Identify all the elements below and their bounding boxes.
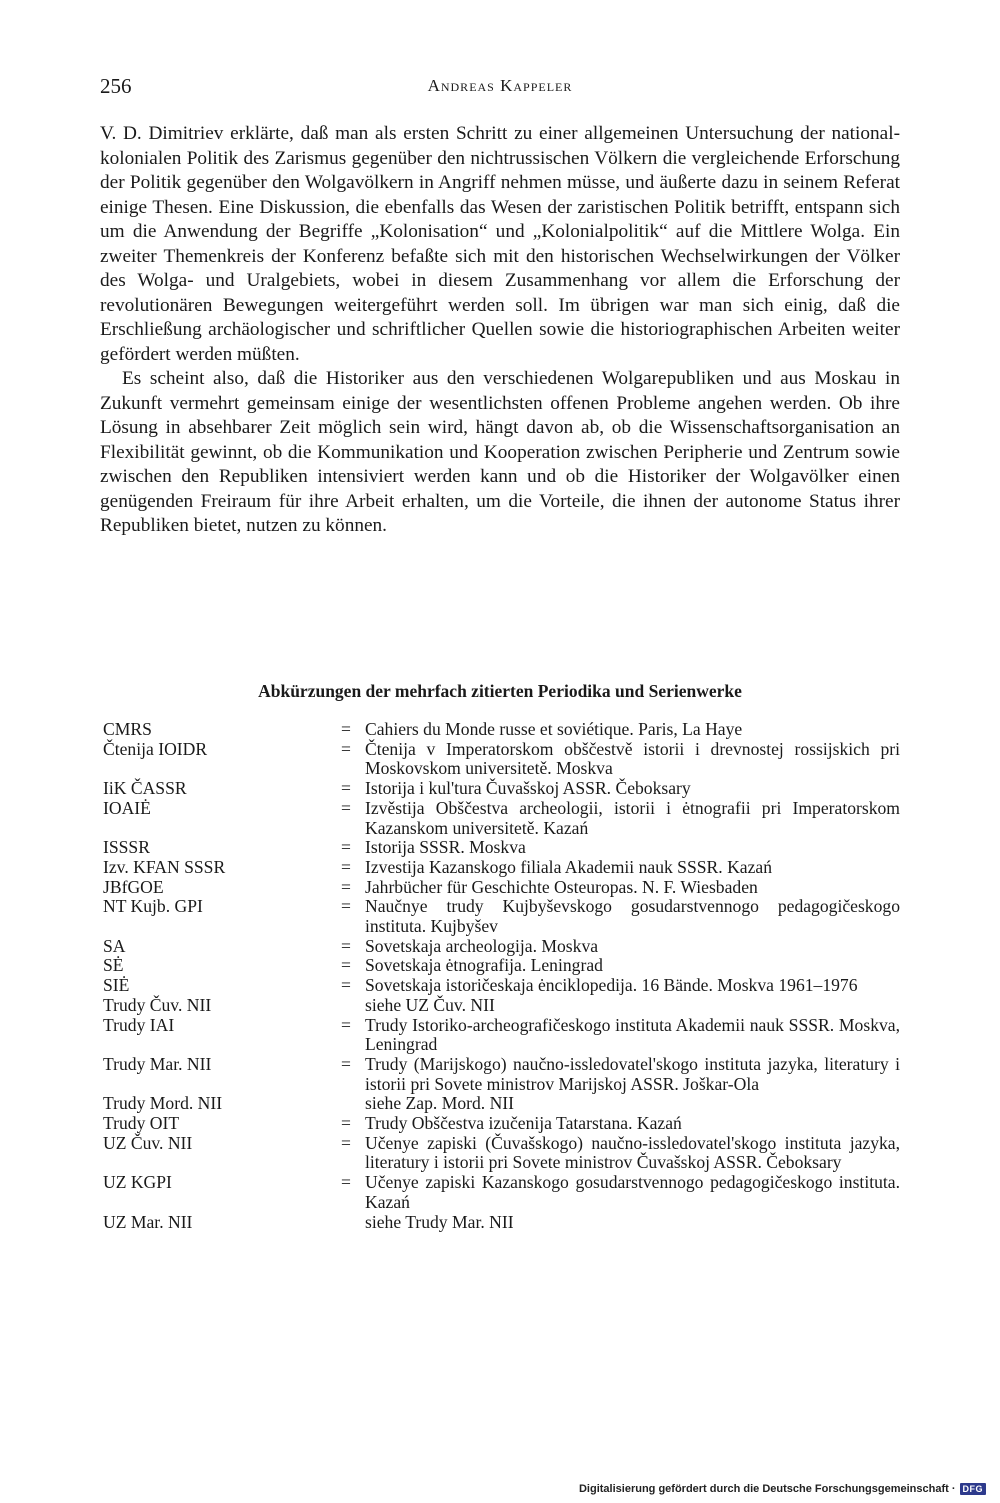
abbreviation-row	[100, 1094, 900, 1114]
body-paragraph-1: V. D. Dimitriev erklärte, daß man als ersten Schritt zu einer allgemeinen Untersuchung der national-kolonialen Politik des Zarismus gegenüber den nichtrussischen Völkern die vergleichende Erforschung der Politik gegenüber den Wolgavölkern in Angriff nehmen müsse, und äußerte dazu in seinem Referat einige Thesen. Eine Diskussion, die ebenfalls das Wesen der zaristischen Politik betrifft, entspann sich um die Anwendung der Begriffe „Kolonisation“ und „Kolonialpolitik“ auf die Mittlere Wolga. Ein zweiter Themenkreis der Konferenz befaßte sich mit den historischen Wechselwirkungen der Völker des Wolga- und Uralgebiets, wobei in diesem Zusammenhang vor allem die Erforschung der revolutionären Bewegungen weitergeführt werden soll. Im übrigen war man sich einig, daß die Erschließung archäologischer und schriftlicher Quellen sowie die historiographischen Arbeiten weiter gefördert werden müßten.	[100, 123, 900, 365]
abbreviation-term: UZ KGPI	[103, 1172, 172, 1193]
abbreviation-expansion: siehe UZ Čuv. NII	[365, 994, 495, 1015]
abbreviation-expansion: Trudy Istoriko-archeografičeskogo instituta Akademii nauk SSSR. Moskva, Leningrad	[365, 1014, 900, 1055]
abbreviation-row	[100, 1134, 900, 1173]
abbreviation-row	[100, 720, 900, 740]
abbreviation-term: SĖ	[103, 955, 124, 976]
abbreviation-term: IiK ČASSR	[103, 778, 187, 799]
abbreviation-term: UZ Mar. NII	[103, 1211, 193, 1232]
dfg-logo-icon: DFG	[960, 1483, 987, 1495]
abbreviation-separator: =	[341, 797, 351, 818]
abbreviation-term: UZ Čuv. NII	[103, 1132, 193, 1153]
abbreviation-separator: =	[341, 1172, 351, 1193]
abbreviation-expansion: Istorija SSSR. Moskva	[365, 837, 526, 858]
abbreviation-term: Trudy Čuv. NII	[103, 994, 212, 1015]
abbreviation-row	[100, 799, 900, 838]
abbreviation-row	[100, 976, 900, 996]
abbreviation-term: SIĖ	[103, 975, 130, 996]
abbreviation-row	[100, 897, 900, 936]
abbreviation-row	[100, 956, 900, 976]
abbreviation-row	[100, 1173, 900, 1212]
abbreviation-separator	[341, 1213, 365, 1233]
body-text	[100, 122, 900, 539]
abbreviation-row	[100, 1213, 900, 1233]
abbreviation-row	[100, 878, 900, 898]
abbreviation-row	[100, 937, 900, 957]
abbreviation-term: SA	[103, 935, 126, 956]
abbreviation-expansion: siehe Zap. Mord. NII	[365, 1093, 515, 1114]
abbreviation-term: Trudy OIT	[103, 1113, 180, 1134]
abbreviation-separator: =	[341, 975, 351, 996]
abbreviation-term: IOAIĖ	[103, 797, 151, 818]
abbreviation-separator: =	[341, 837, 351, 858]
abbreviation-separator: =	[341, 1053, 351, 1074]
abbreviation-separator: =	[341, 1132, 351, 1153]
abbreviation-expansion: Izvestija Kazanskogo filiala Akademii nauk SSSR. Kazań	[365, 856, 773, 877]
abbreviation-separator: =	[341, 876, 351, 897]
abbreviation-term: Čtenija IOIDR	[103, 738, 208, 759]
page-number: 256	[100, 74, 132, 98]
abbreviation-row	[100, 779, 900, 799]
abbreviation-term: Trudy IAI	[103, 1014, 175, 1035]
abbreviation-separator: =	[341, 1113, 351, 1134]
abbreviation-expansion: Sovetskaja ėtnografija. Leningrad	[365, 955, 603, 976]
abbreviations-list	[100, 720, 900, 1232]
abbreviation-expansion: Izvěstija Obščestva archeologii, istorii i ėtnografii pri Imperatorskom Kazanskom universitetě. Kazań	[365, 797, 900, 838]
abbreviation-row	[100, 838, 900, 858]
abbreviation-separator	[341, 996, 365, 1016]
abbreviation-row	[100, 1016, 900, 1055]
abbreviation-expansion: Sovetskaja archeologija. Moskva	[365, 935, 599, 956]
abbreviation-separator: =	[341, 738, 351, 759]
abbreviation-separator: =	[341, 778, 351, 799]
abbreviation-separator	[341, 1094, 365, 1114]
abbreviation-separator: =	[341, 856, 351, 877]
abbreviation-term: Trudy Mar. NII	[103, 1053, 212, 1074]
abbreviation-expansion: siehe Trudy Mar. NII	[365, 1211, 514, 1232]
footer-note	[579, 1483, 986, 1495]
abbreviation-separator: =	[341, 1014, 351, 1035]
abbreviation-row	[100, 740, 900, 779]
abbreviation-separator: =	[341, 896, 351, 917]
funding-note: Digitalisierung gefördert durch die Deutsche Forschungsgemeinschaft ·	[578, 1483, 956, 1495]
abbreviation-expansion: Čtenija v Imperatorskom obščestvě istorii i drevnostej rossijskich pri Moskovskom universitetě. Moskva	[365, 738, 900, 779]
abbreviation-expansion: Naučnye trudy Kujbyševskogo gosudarstvennogo pedagogičeskogo instituta. Kujbyšev	[365, 896, 900, 937]
abbreviation-row	[100, 996, 900, 1016]
abbreviation-expansion: Učenye zapiski Kazanskogo gosudarstvennogo pedagogičeskogo instituta. Kazań	[365, 1172, 900, 1212]
abbreviation-separator: =	[341, 935, 351, 956]
body-paragraph-2: Es scheint also, daß die Historiker aus den verschiedenen Wolgarepubliken und aus Moskau in Zukunft vermehrt gemeinsam einige der wesentlichsten offenen Probleme angehen werden. Ob ihre Lösung in absehbarer Zeit möglich sein wird, hängt davon ab, ob die Wissenschaftsorganisation an Flexibilität gewinnt, ob die Kommunikation und Kooperation zwischen Peripherie und Zentrum sowie zwischen den Republiken intensiviert werden kann und ob die Historiker der Wolgavölker einen genügenden Freiraum für ihre Arbeit erhalten, um die Vorteile, die ihnen der autonome Status ihrer Republiken bietet, nutzen zu können.	[100, 368, 900, 536]
abbreviation-expansion: Trudy Obščestva izučenija Tatarstana. Kazań	[365, 1113, 682, 1134]
abbreviation-expansion: Istorija i kul'tura Čuvašskoj ASSR. Čeboksary	[365, 778, 691, 799]
abbreviations-title: Abkürzungen der mehrfach zitierten Periodika und Serienwerke	[258, 681, 742, 701]
abbreviation-expansion: Učenye zapiski (Čuvašskogo) naučno-issledovatel'skogo instituta jazyka, literatury i istorii pri Sovete ministrov Čuvašskoj ASSR. Čeboksary	[365, 1132, 900, 1173]
abbreviation-expansion: Sovetskaja istoričeskaja ėnciklopedija. 16 Bände. Moskva 1961–1976	[365, 975, 858, 996]
abbreviation-term: CMRS	[103, 719, 152, 739]
abbreviation-term: Trudy Mord. NII	[103, 1093, 223, 1114]
abbreviation-term: ISSSR	[103, 837, 150, 858]
page-header	[100, 74, 900, 104]
running-head: Andreas Kappeler	[427, 76, 573, 95]
abbreviation-separator: =	[341, 955, 351, 976]
abbreviation-term: JBfGOE	[103, 876, 164, 897]
abbreviation-row	[100, 1114, 900, 1134]
abbreviation-row	[100, 858, 900, 878]
abbreviation-term: NT Kujb. GPI	[103, 896, 203, 917]
abbreviation-separator: =	[341, 719, 351, 739]
abbreviation-expansion: Cahiers du Monde russe et soviétique. Paris, La Haye	[365, 719, 743, 739]
abbreviation-expansion: Jahrbücher für Geschichte Osteuropas. N. F. Wiesbaden	[365, 876, 758, 897]
abbreviation-expansion: Trudy (Marijskogo) naučno-issledovatel'skogo instituta jazyka, literatury i istorii pri Sovete ministrov Marijskoj ASSR. Joškar-Ola	[365, 1053, 900, 1094]
abbreviation-row	[100, 1055, 900, 1094]
abbreviation-term: Izv. KFAN SSSR	[103, 856, 226, 877]
